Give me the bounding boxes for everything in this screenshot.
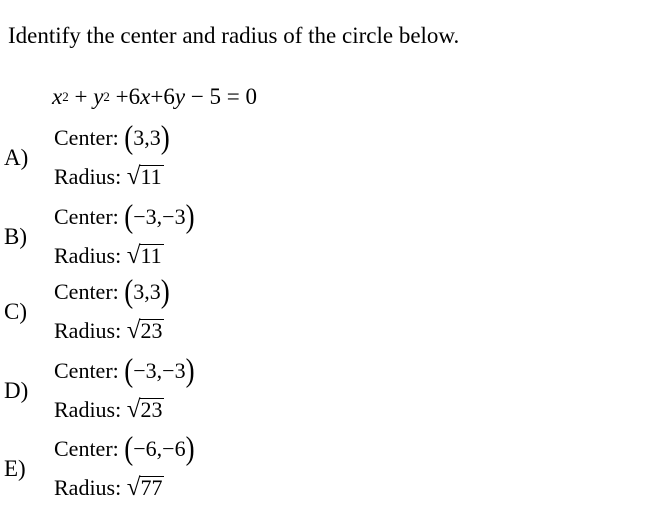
question-text: Identify the center and radius of the circle below. bbox=[8, 23, 460, 48]
center-label: Center: bbox=[54, 204, 119, 229]
center-line: Center: (−3,−3) bbox=[54, 352, 195, 388]
center-value: −3,−3 bbox=[133, 358, 186, 383]
choice-d[interactable] bbox=[0, 352, 653, 430]
choice-letter: A) bbox=[4, 145, 29, 170]
choice-letter: C) bbox=[4, 299, 27, 324]
equation-y-exponent: 2 bbox=[103, 89, 110, 104]
center-value: 3,3 bbox=[133, 125, 161, 150]
radius-line bbox=[54, 313, 164, 349]
choice-letter: D) bbox=[4, 378, 29, 403]
square-root-icon: √ bbox=[126, 317, 141, 344]
equation-plus: + bbox=[68, 84, 94, 109]
center-value: 3,3 bbox=[133, 279, 161, 304]
choice-a[interactable] bbox=[0, 119, 653, 197]
radius-label: Radius: bbox=[54, 243, 122, 268]
radical bbox=[127, 392, 165, 428]
equation-6x-coefficient: +6 bbox=[109, 84, 141, 109]
radius-line bbox=[54, 470, 164, 506]
radical bbox=[127, 313, 165, 349]
center-label: Center: bbox=[54, 358, 119, 383]
equation-x: x bbox=[52, 84, 63, 109]
center-label: Center: bbox=[54, 279, 119, 304]
equation-y: y bbox=[93, 84, 104, 109]
choice-e[interactable] bbox=[0, 430, 653, 508]
radius-label: Radius: bbox=[54, 318, 122, 343]
radius-value: 11 bbox=[140, 243, 162, 268]
equation-x-exponent: 2 bbox=[62, 89, 69, 104]
choice-b[interactable] bbox=[0, 198, 653, 276]
center-value: −3,−3 bbox=[133, 204, 186, 229]
radius-value: 23 bbox=[140, 397, 163, 422]
radius-value: 11 bbox=[140, 164, 162, 189]
square-root-icon: √ bbox=[126, 474, 141, 501]
choice-letter: B) bbox=[4, 224, 27, 249]
radius-label: Radius: bbox=[54, 164, 122, 189]
center-line: Center: (−3,−3) bbox=[54, 198, 195, 234]
center-line: Center: (3,3) bbox=[54, 273, 170, 309]
radius-line bbox=[54, 392, 164, 428]
center-value: −6,−6 bbox=[133, 436, 186, 461]
radius-line bbox=[54, 238, 164, 274]
radius-line bbox=[54, 159, 164, 195]
center-label: Center: bbox=[54, 436, 119, 461]
equation-y-linear: y bbox=[174, 84, 186, 109]
equation-constant: − 5 = 0 bbox=[185, 84, 258, 109]
radical bbox=[127, 159, 164, 195]
circle-equation bbox=[52, 82, 257, 115]
radius-label: Radius: bbox=[54, 475, 122, 500]
square-root-icon: √ bbox=[126, 163, 141, 190]
choice-c[interactable] bbox=[0, 273, 653, 351]
center-line: Center: (−6,−6) bbox=[54, 430, 195, 466]
radius-label: Radius: bbox=[54, 397, 122, 422]
center-label: Center: bbox=[54, 125, 119, 150]
square-root-icon: √ bbox=[126, 396, 141, 423]
equation-x-linear: x bbox=[140, 84, 151, 109]
radius-value: 23 bbox=[140, 318, 163, 343]
choice-letter: E) bbox=[4, 456, 26, 481]
radical bbox=[127, 470, 165, 506]
square-root-icon: √ bbox=[126, 242, 141, 269]
equation-6y-coefficient: +6 bbox=[150, 84, 175, 109]
radius-value: 77 bbox=[140, 475, 163, 500]
center-line: Center: (3,3) bbox=[54, 119, 170, 155]
